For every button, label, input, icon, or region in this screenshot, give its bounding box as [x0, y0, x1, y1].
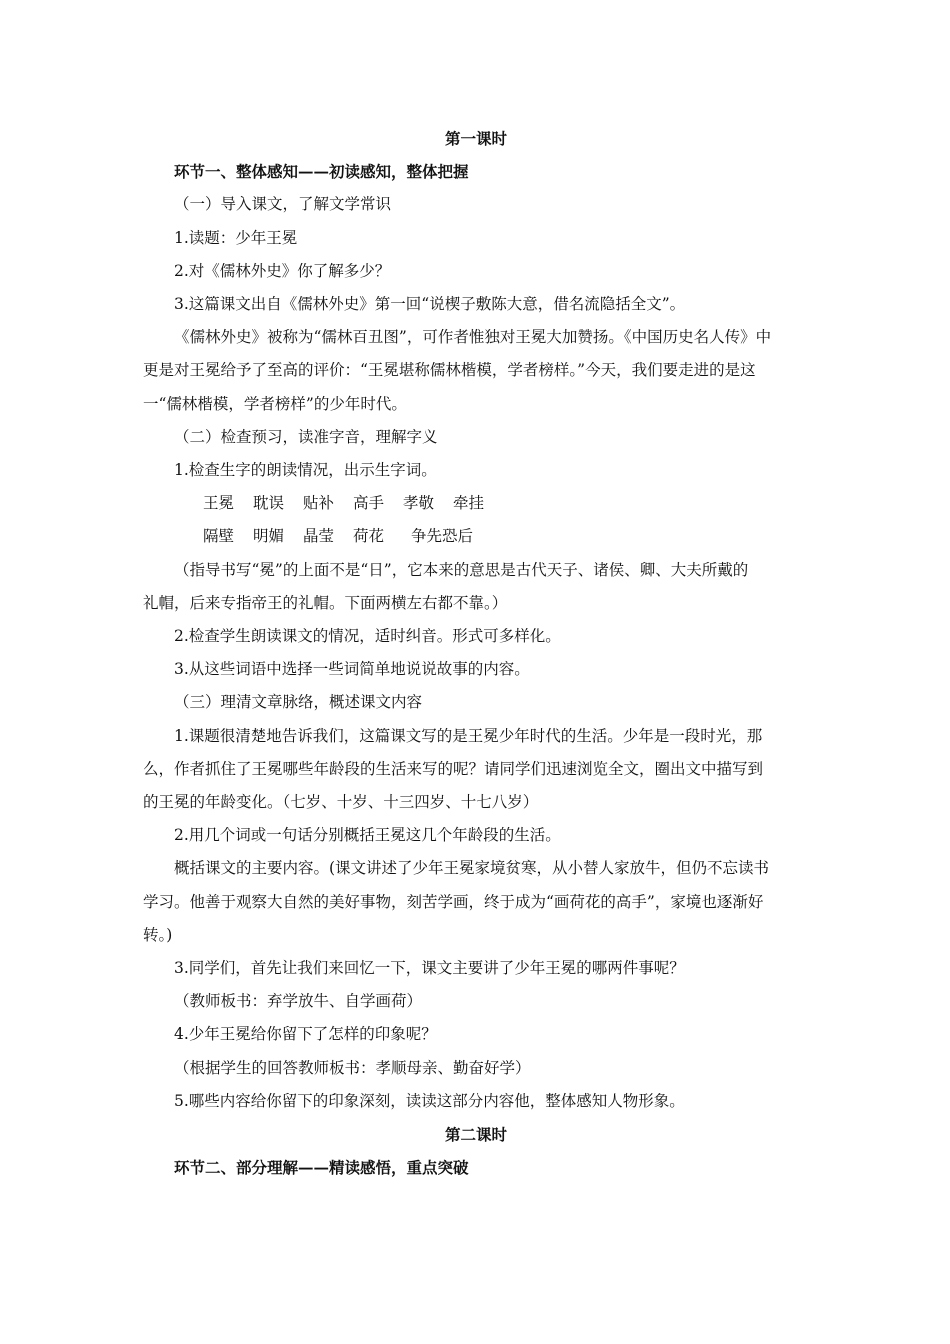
paragraph: （根据学生的回答教师板书：孝顺母亲、勤奋好学）	[174, 1058, 531, 1077]
paragraph: 4.少年王冕给你留下了怎样的印象呢？	[174, 1025, 437, 1044]
paragraph: 2.检查学生朗读课文的情况，适时纠音。形式可多样化。	[174, 627, 561, 646]
paragraph: 礼帽，后来专指帝王的礼帽。下面两横左右都不靠。）	[143, 593, 508, 612]
paragraph: 1.读题：少年王冕	[174, 228, 298, 247]
paragraph: 《儒林外史》被称为“儒林百丑图”，可作者惟独对王冕大加赞扬。《中国历史名人传》中	[174, 328, 772, 347]
vocab-word: 晶莹	[303, 527, 335, 546]
paragraph: 一“儒林楷模，学者榜样”的少年时代。	[143, 394, 407, 413]
vocab-word: 荷花	[353, 527, 385, 546]
paragraph: 1.课题很清楚地告诉我们，这篇课文写的是王冕少年时代的生活。少年是一段时光，那	[174, 726, 763, 745]
paragraph: 概括课文的主要内容。(课文讲述了少年王冕家境贫寒，从小替人家放牛，但仍不忘读书	[174, 859, 770, 878]
paragraph: 更是对王冕给予了至高的评价：“王冕堪称儒林楷模，学者榜样。”今天，我们要走进的是这	[143, 361, 756, 380]
vocab-row-1	[143, 487, 809, 520]
vocab-word: 贴补	[303, 494, 335, 513]
vocab-word: 高手	[353, 494, 385, 513]
lesson2-title: 第二课时	[444, 1125, 507, 1145]
vocab-row-2	[143, 520, 809, 553]
paragraph: 么，作者抓住了王冕哪些年龄段的生活来写的呢？请同学们迅速浏览全文，圈出文中描写到	[143, 759, 764, 778]
paragraph: 学习。他善于观察大自然的美好事物，刻苦学画，终于成为“画荷花的高手”，家境也逐渐好	[143, 892, 764, 911]
paragraph: （教师板书：弃学放牛、自学画荷）	[174, 992, 423, 1011]
part1-heading: （一）导入课文，了解文学常识	[174, 195, 392, 214]
paragraph: 2.用几个词或一句话分别概括王冕这几个年龄段的生活。	[174, 826, 561, 845]
vocab-word: 耽误	[253, 494, 285, 513]
paragraph: （指导书写“冕”的上面不是“日”，它本来的意思是古代天子、诸侯、卿、大夫所戴的	[174, 560, 749, 579]
part2-heading: （二）检查预习，读准字音，理解字义	[174, 427, 438, 446]
document-body	[143, 122, 809, 1185]
vocab-word: 隔壁	[203, 527, 235, 546]
vocab-word: 王冕	[203, 494, 235, 513]
paragraph: 转。)	[143, 925, 173, 944]
lesson1-title: 第一课时	[444, 129, 507, 148]
paragraph: 1.检查生字的朗读情况，出示生字词。	[174, 461, 437, 480]
vocab-word: 牵挂	[453, 494, 485, 513]
vocab-word: 争先恐后	[411, 527, 474, 546]
section1-heading: 环节一、整体感知——初读感知，整体把握	[174, 162, 469, 182]
paragraph: 2.对《儒林外史》你了解多少？	[174, 261, 391, 280]
part3-heading: （三）理清文章脉络，概述课文内容	[174, 693, 423, 712]
paragraph: 的王冕的年龄变化。（七岁、十岁、十三四岁、十七八岁）	[143, 793, 539, 812]
paragraph: 3.这篇课文出自《儒林外史》第一回“说楔子敷陈大意，借名流隐括全文”。	[174, 295, 686, 314]
section2-heading: 环节二、部分理解——精读感悟，重点突破	[174, 1158, 469, 1178]
paragraph: 3.同学们，首先让我们来回忆一下，课文主要讲了少年王冕的哪两件事呢？	[174, 959, 685, 978]
vocab-word: 孝敬	[403, 494, 435, 513]
paragraph: 5.哪些内容给你留下的印象深刻，读读这部分内容他，整体感知人物形象。	[174, 1091, 685, 1110]
paragraph: 3.从这些词语中选择一些词简单地说说故事的内容。	[174, 660, 530, 679]
vocab-word: 明媚	[253, 527, 285, 546]
